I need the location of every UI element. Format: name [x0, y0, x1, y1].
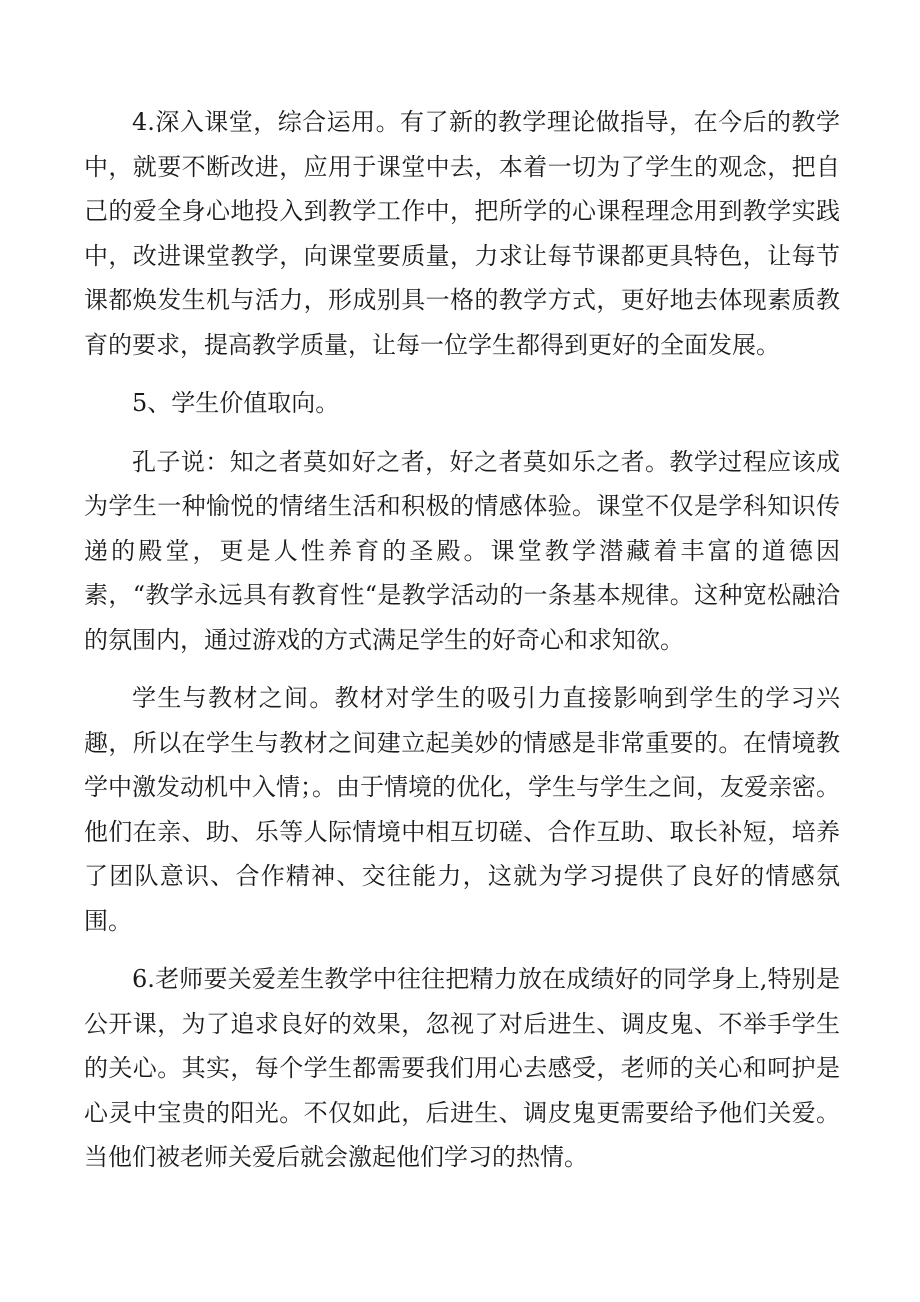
paragraph-practice: 4.深入课堂，综合运用。有了新的教学理论做指导，在今后的教学中，就要不断改进，应用于课堂中去，本着一切为了学生的观念，把自己的爱全身心地投入到教学工作中，把所学的心课程理念用到教学实践中，改进课堂教学，向课堂要质量，力求让每节课都更具特色，让每节课都焕发生机与活力，形成别具一格的教学方式，更好地去体现素质教育的要求，提高教学质量，让每一位学生都得到更好的全面发展。	[84, 108, 840, 359]
paragraph-care-students: 6.老师要关爱差生教学中往往把精力放在成绩好的同学身上,特别是公开课，为了追求良好的效果，忽视了对后进生、调皮鬼、不举手学生的关心。其实，每个学生都需要我们用心去感受，老师的关心和呵护是心灵中宝贵的阳光。不仅如此，后进生、调皮鬼更需要给予他们关爱。当他们被老师关爱后就会激起他们学习的热情。	[84, 965, 840, 1171]
paragraph-confucius: 孔子说：知之者莫如好之者，好之者莫如乐之者。教学过程应该成为学生一种愉悦的情绪生活和积极的情感体验。课堂不仅是学科知识传递的殿堂，更是人性养育的圣殿。课堂教学潜藏着丰富的道德因素，“教学永远具有教育性“是教学活动的一条基本规律。这种宽松融洽的氛围内，通过游戏的方式满足学生的好奇心和求知欲。	[84, 447, 840, 654]
heading-student-values: 5、学生价值取向。	[132, 389, 340, 417]
document-body	[84, 100, 840, 1194]
paragraph-textbook: 学生与教材之间。教材对学生的吸引力直接影响到学生的学习兴趣，所以在学生与教材之间建立起美妙的情感是非常重要的。在情境教学中激发动机中入情；。由于情境的优化，学生与学生之间，友爱亲密。他们在亲、助、乐等人际情境中相互切磋、合作互助、取长补短，培养了团队意识、合作精神、交往能力，这就为学习提供了良好的情感氛围。	[84, 684, 840, 935]
